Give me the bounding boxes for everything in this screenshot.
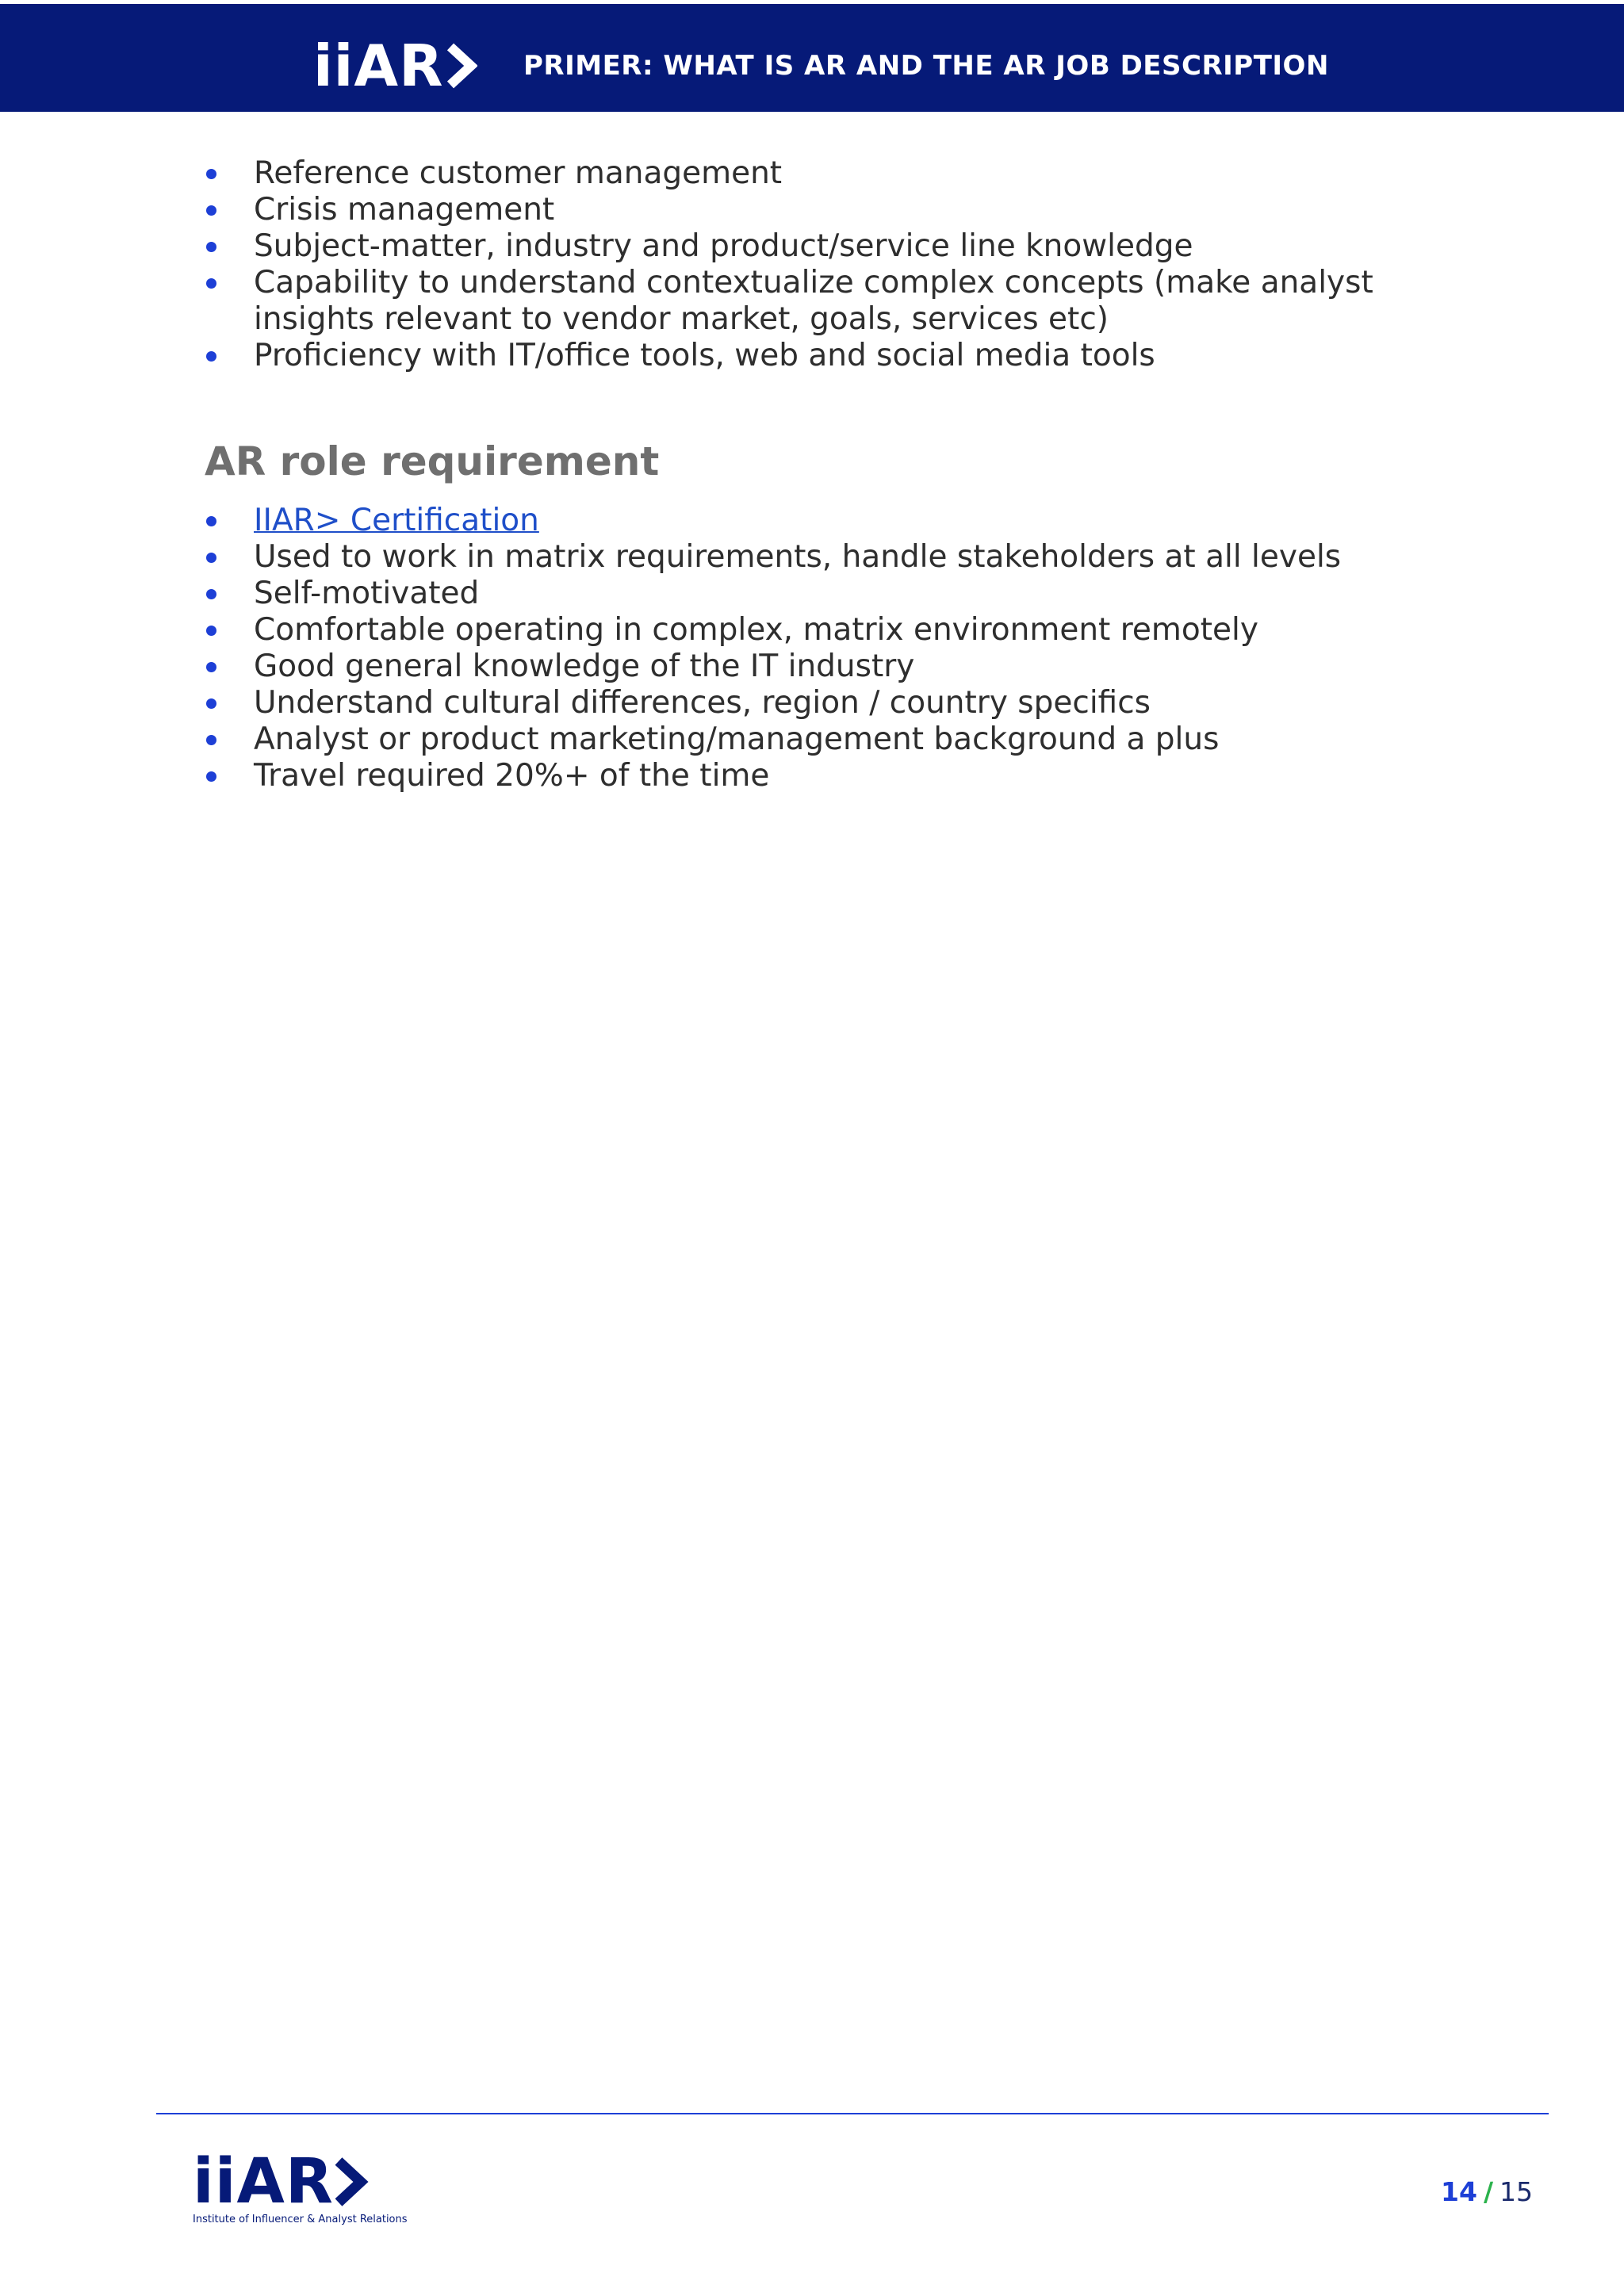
list-item-text: Travel required 20%+ of the time [254, 758, 770, 794]
list-item-text: Proficiency with IT/office tools, web and social media tools [254, 338, 1155, 373]
list-item-text: Analyst or product marketing/management background a plus [254, 721, 1220, 757]
list-item [200, 612, 1500, 649]
page-header [0, 4, 1624, 112]
header-logo [313, 33, 477, 99]
bullet-icon [206, 771, 216, 782]
list-item-text: Used to work in matrix requirements, handle stakeholders at all levels [254, 539, 1342, 575]
bullet-icon [206, 662, 216, 672]
bullet-icon [206, 351, 216, 362]
chevron-right-icon [334, 2156, 369, 2207]
bullet-icon [206, 626, 216, 636]
bullet-icon [206, 242, 216, 252]
list-item [200, 503, 1500, 539]
list-item-text: Good general knowledge of the IT industry [254, 649, 915, 684]
page-current: 14 [1441, 2176, 1477, 2207]
bullet-icon [206, 169, 216, 179]
list-item-text: Self-motivated [254, 576, 480, 611]
bullet-icon [206, 589, 216, 599]
page-total: 15 [1500, 2176, 1533, 2207]
footer-tagline: Institute of Influencer & Analyst Relations [193, 2214, 408, 2225]
header-logo-text: iiAR [313, 33, 444, 99]
section-heading: AR role requirement [205, 438, 660, 484]
bullet-icon [206, 698, 216, 709]
list-item [200, 228, 1500, 265]
list-item [200, 758, 1500, 794]
page-separator: / [1483, 2176, 1493, 2207]
page-number [1441, 2176, 1533, 2207]
list-item [200, 685, 1500, 721]
list-item-text: Reference customer management [254, 155, 783, 191]
bullet-icon [206, 735, 216, 745]
header-title: PRIMER: WHAT IS AR AND THE AR JOB DESCRIPTION [523, 50, 1329, 82]
skills-list [200, 155, 1500, 374]
chevron-right-icon [446, 42, 477, 90]
list-item [200, 192, 1500, 228]
list-item-text: Capability to understand contextualize complex concepts (make analyst insights relevant to vendor market, goals, services etc) [254, 265, 1373, 337]
list-item [200, 649, 1500, 685]
list-item [200, 539, 1500, 576]
list-item-text: Comfortable operating in complex, matrix environment remotely [254, 612, 1258, 648]
list-item [200, 338, 1500, 374]
bullet-icon [206, 278, 216, 289]
list-item-text: Understand cultural differences, region / country specifics [254, 685, 1151, 721]
footer-logo [193, 2146, 408, 2225]
list-item-text: Subject-matter, industry and product/service line knowledge [254, 228, 1193, 264]
bullet-icon [206, 205, 216, 216]
bullet-icon [206, 516, 216, 526]
list-item [200, 155, 1500, 192]
bullet-icon [206, 553, 216, 563]
certification-link[interactable]: IIAR> Certification [254, 503, 539, 538]
list-item [200, 576, 1500, 612]
footer-logo-text: iiAR [193, 2146, 334, 2218]
list-item [200, 265, 1500, 338]
list-item [200, 721, 1500, 758]
requirements-list [200, 503, 1500, 794]
list-item-text: Crisis management [254, 192, 555, 228]
footer-divider [156, 2113, 1549, 2114]
